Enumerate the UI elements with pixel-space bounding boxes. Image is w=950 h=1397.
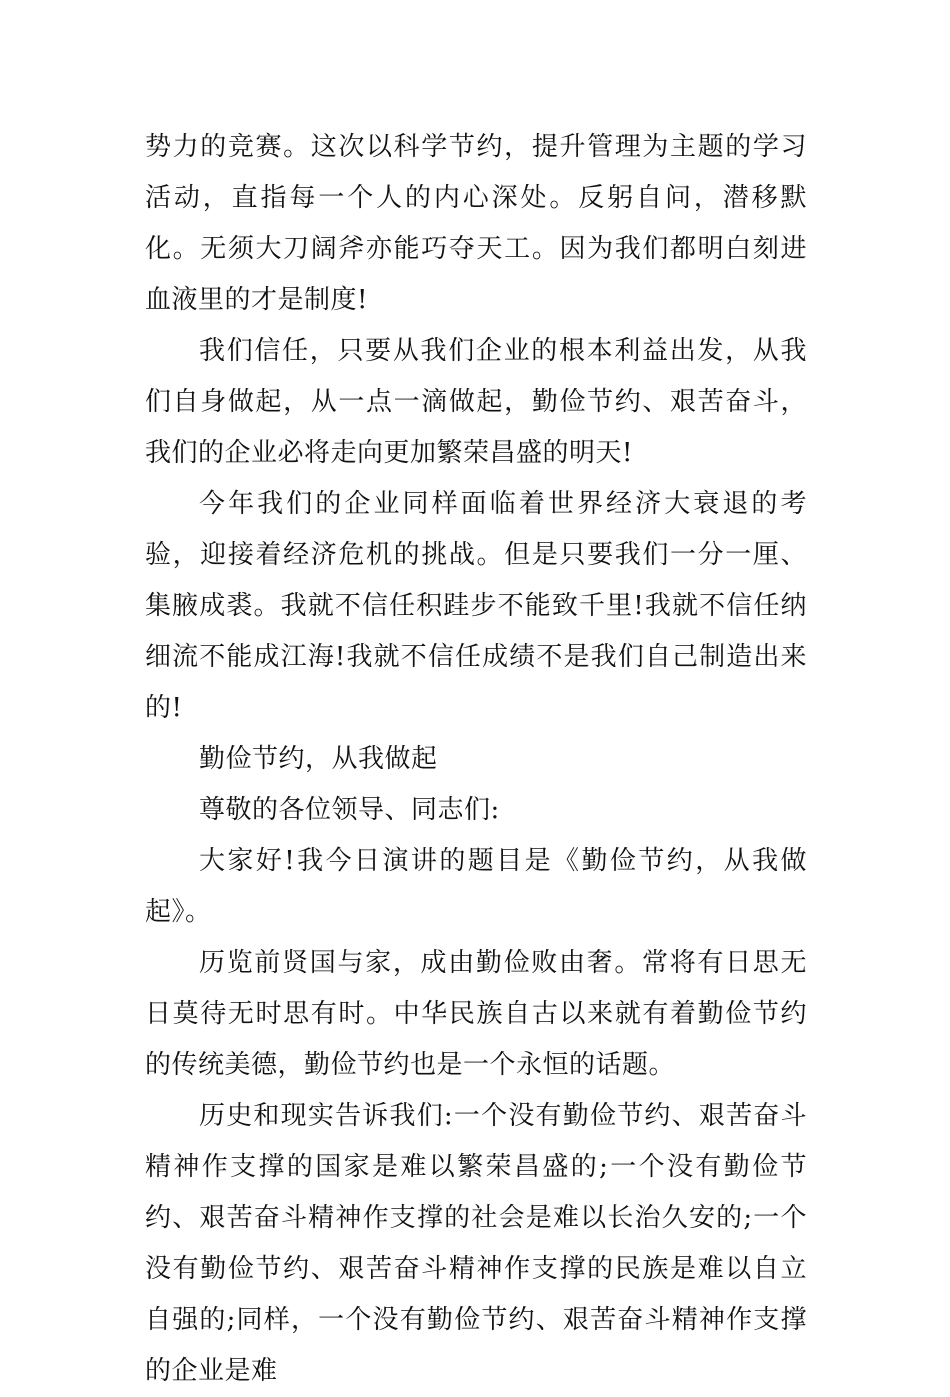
paragraph-2: 我们信任，只要从我们企业的根本利益出发，从我们自身做起，从一点一滴做起，勤俭节约、艰苦奋斗，我们的企业必将走向更加繁荣昌盛的明天! [145, 336, 807, 468]
paragraph-1: 势力的竞赛。这次以科学节约，提升管理为主题的学习活动，直指每一个人的内心深处。反躬自问，潜移默化。无须大刀阔斧亦能巧夺天工。因为我们都明白刻进血液里的才是制度! [145, 132, 807, 315]
paragraph-8: 历史和现实告诉我们:一个没有勤俭节约、艰苦奋斗精神作支撑的国家是难以繁荣昌盛的;一个没有勤俭节约、艰苦奋斗精神作支撑的社会是难以长治久安的;一个没有勤俭节约、艰苦奋斗精神作支撑的民族是难以自立自强的;同样，一个没有勤俭节约、艰苦奋斗精神作支撑的企业是难 [145, 1101, 807, 1386]
greeting: 大家好!我今日演讲的题目是《勤俭节约，从我做起》。 [145, 846, 807, 927]
body-text [145, 122, 807, 1397]
speech-title: 勤俭节约，从我做起 [199, 744, 438, 774]
salutation: 尊敬的各位领导、同志们: [199, 795, 500, 825]
paragraph-3: 今年我们的企业同样面临着世界经济大衰退的考验，迎接着经济危机的挑战。但是只要我们一分一厘、集腋成裘。我就不信任积跬步不能致千里!我就不信任纳细流不能成江海!我就不信任成绩不是我们自己制造出来的! [145, 489, 807, 723]
paragraph-7: 历览前贤国与家，成由勤俭败由奢。常将有日思无日莫待无时思有时。中华民族自古以来就有着勤俭节约的传统美德，勤俭节约也是一个永恒的话题。 [145, 948, 807, 1080]
